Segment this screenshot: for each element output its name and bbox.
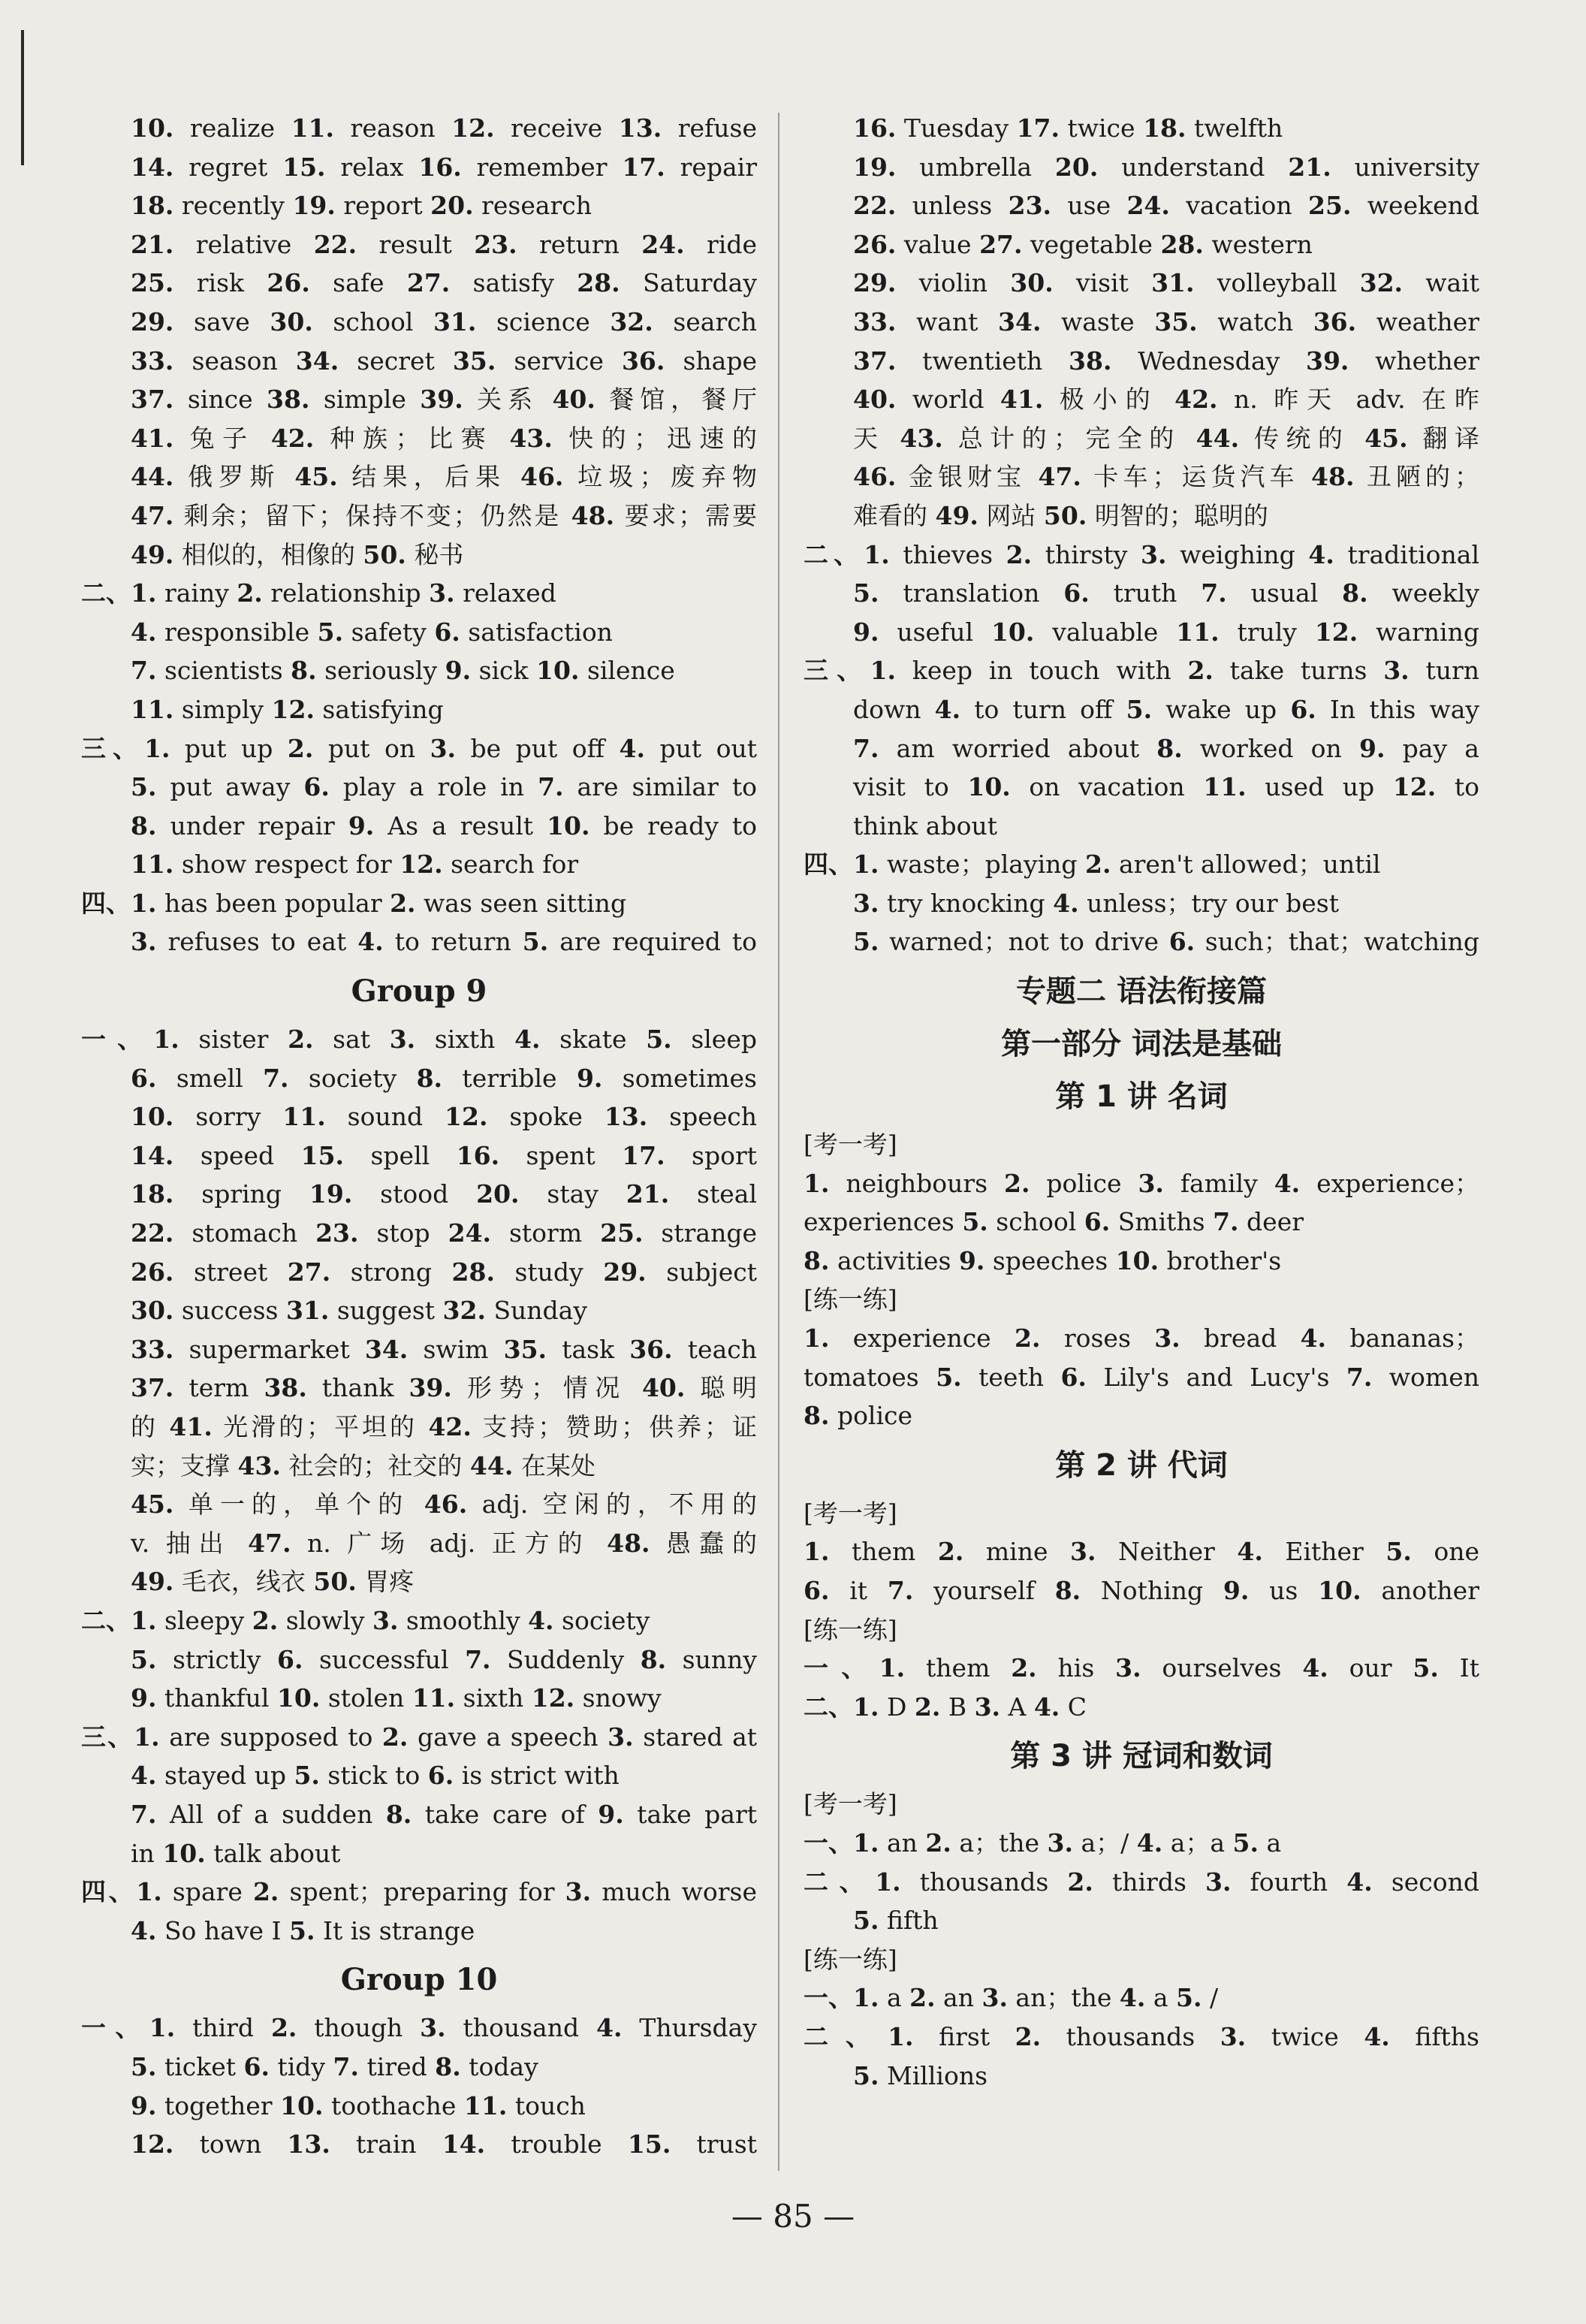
right-column	[804, 109, 1479, 2095]
answer-line: 四、1. waste；playing 2. aren't allowed；until	[804, 850, 1381, 880]
answer-line: 47. 剩余；留下；保持不变；仍然是 48. 要求；需要	[131, 500, 757, 530]
answer-line: 1. experience 2. roses 3. bread 4. bananas；	[804, 1323, 1479, 1354]
answer-line: 9. together 10. toothache 11. touch	[131, 2090, 586, 2120]
answer-line: 12. town 13. train 14. trouble 15. trust	[131, 2129, 757, 2160]
left-column	[81, 109, 757, 2164]
answer-line: 4. stayed up 5. stick to 6. is strict with	[131, 1761, 620, 1791]
margin-mark	[21, 30, 24, 165]
answer-line: 33. supermarket 34. swim 35. task 36. teach	[131, 1334, 757, 1364]
answer-line: 难看的 49. 网站 50. 明智的；聪明的	[853, 500, 1268, 530]
answer-line: 实；支撑 43. 社会的；社交的 44. 在某处	[131, 1450, 596, 1480]
answer-line: 3. refuses to eat 4. to return 5. are required to	[131, 927, 757, 957]
answer-line: 37. since 38. simple 39. 关系 40. 餐馆，餐厅	[131, 385, 757, 415]
answer-line: 5. ticket 6. tidy 7. tired 8. today	[131, 2051, 538, 2081]
answer-line: 22. stomach 23. stop 24. storm 25. strange	[131, 1218, 757, 1248]
answer-line: 三、1. are supposed to 2. gave a speech 3. stared at	[81, 1722, 757, 1752]
answer-line: [考一考]	[804, 1789, 897, 1819]
answer-line: 4. responsible 5. safety 6. satisfaction	[131, 617, 613, 647]
answer-line: 的 41. 光滑的；平坦的 42. 支持；赞助；供养；证	[131, 1412, 757, 1441]
answer-line: 18. spring 19. stood 20. stay 21. steal	[131, 1179, 757, 1209]
section-heading: 专题二 语法衔接篇	[1016, 974, 1267, 1010]
answer-line: 5. fifth	[853, 1906, 939, 1936]
answer-line: 4. So have I 5. It is strange	[131, 1915, 475, 1945]
answer-line: 3. try knocking 4. unless；try our best	[853, 888, 1339, 918]
answer-line: 四、1. has been popular 2. was seen sitting	[81, 888, 627, 918]
answer-line: experiences 5. school 6. Smiths 7. deer	[804, 1207, 1304, 1237]
answer-line: [练一练]	[804, 1284, 897, 1314]
answer-line: 29. violin 30. visit 31. volleyball 32. wait	[853, 268, 1479, 298]
answer-line: 7. All of a sudden 8. take care of 9. take part	[131, 1799, 757, 1829]
answer-line: 26. street 27. strong 28. study 29. subject	[131, 1257, 757, 1287]
answer-line: 5. Millions	[853, 2060, 988, 2090]
answer-line: 37. twentieth 38. Wednesday 39. whether	[853, 346, 1479, 376]
answer-line: 5. warned；not to drive 6. such；that；watching	[853, 927, 1479, 957]
answer-line: 8. police	[804, 1401, 913, 1431]
answer-line: 一、1. them 2. his 3. ourselves 4. our 5. It	[804, 1653, 1479, 1683]
answer-line: 14. speed 15. spell 16. spent 17. sport	[131, 1140, 757, 1170]
answer-line: 26. value 27. vegetable 28. western	[853, 229, 1313, 259]
answer-line: 49. 毛衣，线衣 50. 胃疼	[131, 1567, 415, 1597]
answer-line: 7. am worried about 8. worked on 9. pay a	[853, 733, 1479, 763]
answer-line: 9. useful 10. valuable 11. truly 12. warning	[853, 617, 1479, 647]
answer-line: 一、1. a 2. an 3. an；the 4. a 5. /	[804, 1983, 1219, 2013]
answer-line: 5. put away 6. play a role in 7. are similar to	[131, 772, 757, 802]
answer-line: tomatoes 5. teeth 6. Lily's and Lucy's 7. women	[804, 1362, 1479, 1392]
answer-line: 30. success 31. suggest 32. Sunday	[131, 1296, 587, 1326]
answer-line: down 4. to turn off 5. wake up 6. In this way	[853, 694, 1479, 724]
section-heading: 第一部分 词法是基础	[1001, 1027, 1282, 1062]
answer-line: 8. under repair 9. As a result 10. be ready to	[131, 810, 757, 841]
section-heading: Group 10	[340, 1962, 498, 1998]
answer-line: 10. sorry 11. sound 12. spoke 13. speech	[131, 1102, 757, 1132]
answer-line: 10. realize 11. reason 12. receive 13. refuse	[131, 113, 757, 143]
answer-line: 7. scientists 8. seriously 9. sick 10. silence	[131, 656, 675, 686]
answer-line: 22. unless 23. use 24. vacation 25. weekend	[853, 191, 1479, 221]
answer-line: 41. 兔子 42. 种族；比赛 43. 快的；迅速的	[131, 423, 757, 453]
answer-line: 9. thankful 10. stolen 11. sixth 12. snowy	[131, 1683, 662, 1713]
answer-line: 一、1. third 2. though 3. thousand 4. Thursday	[81, 2013, 757, 2043]
answer-line: 三、1. put up 2. put on 3. be put off 4. put out	[81, 733, 757, 763]
answer-line: 19. umbrella 20. understand 21. university	[853, 152, 1479, 182]
answer-line: 1. them 2. mine 3. Neither 4. Either 5. one	[804, 1537, 1479, 1567]
answer-line: 二、1. first 2. thousands 3. twice 4. fifths	[804, 2021, 1479, 2051]
section-heading: 第 2 讲 代词	[1055, 1447, 1228, 1483]
answer-line: 44. 俄罗斯 45. 结果，后果 46. 垃圾；废弃物	[131, 462, 757, 492]
answer-line: think about	[853, 810, 997, 841]
answer-line: 一、1. an 2. a；the 3. a；/ 4. a；a 5. a	[804, 1828, 1282, 1858]
answer-line: 四、1. spare 2. spent；preparing for 3. much worse	[81, 1877, 757, 1907]
answer-line: 6. it 7. yourself 8. Nothing 9. us 10. another	[804, 1576, 1479, 1605]
answer-line: 二、1. D 2. B 3. A 4. C	[804, 1692, 1087, 1722]
answer-line: [考一考]	[804, 1130, 897, 1160]
answer-line: 29. save 30. school 31. science 32. search	[131, 306, 757, 337]
answer-line: 5. translation 6. truth 7. usual 8. weekly	[853, 578, 1479, 608]
answer-line: 三、1. keep in touch with 2. take turns 3. turn	[804, 656, 1479, 686]
answer-line: 5. strictly 6. successful 7. Suddenly 8. sunny	[131, 1644, 757, 1674]
answer-line: 37. term 38. thank 39. 形势；情况 40. 聪明	[131, 1373, 757, 1403]
answer-line: 8. activities 9. speeches 10. brother's	[804, 1245, 1282, 1275]
answer-line: in 10. talk about	[131, 1838, 341, 1868]
answer-line: 25. risk 26. safe 27. satisfy 28. Saturday	[131, 268, 757, 298]
answer-line: 一、1. sister 2. sat 3. sixth 4. skate 5. sleep	[81, 1025, 757, 1055]
section-heading: Group 9	[351, 973, 487, 1010]
answer-line: 1. neighbours 2. police 3. family 4. experience；	[804, 1168, 1479, 1198]
answer-line: 14. regret 15. relax 16. remember 17. repair	[131, 152, 757, 182]
section-heading: 第 1 讲 名词	[1055, 1079, 1228, 1115]
answer-line: 18. recently 19. report 20. research	[131, 191, 592, 221]
page-number: — 85 —	[731, 2198, 855, 2235]
answer-line: 11. show respect for 12. search for	[131, 850, 579, 880]
answer-line: v. 抽出 47. n. 广场 adj. 正方的 48. 愚蠢的	[131, 1528, 757, 1558]
answer-line: [考一考]	[804, 1498, 897, 1528]
answer-line: 33. season 34. secret 35. service 36. shape	[131, 346, 757, 376]
answer-line: 二、1. thieves 2. thirsty 3. weighing 4. traditional	[804, 539, 1479, 569]
answer-line: 二、1. rainy 2. relationship 3. relaxed	[81, 578, 556, 608]
answer-line: 二、1. sleepy 2. slowly 3. smoothly 4. society	[81, 1605, 650, 1635]
answer-line: 45. 单一的，单个的 46. adj. 空闲的，不用的	[131, 1489, 757, 1520]
answer-line: 二、1. thousands 2. thirds 3. fourth 4. second	[804, 1867, 1479, 1897]
answer-line: 16. Tuesday 17. twice 18. twelfth	[853, 113, 1283, 143]
answer-line: 6. smell 7. society 8. terrible 9. sometimes	[131, 1063, 757, 1093]
answer-line: 40. world 41. 极小的 42. n. 昨天 adv. 在昨	[853, 385, 1479, 415]
section-heading: 第 3 讲 冠词和数词	[1010, 1739, 1273, 1774]
answer-line: 天 43. 总计的；完全的 44. 传统的 45. 翻译	[853, 423, 1479, 453]
answer-line: [练一练]	[804, 1944, 897, 1974]
column-divider	[778, 113, 779, 2171]
answer-line: 49. 相似的，相像的 50. 秘书	[131, 539, 464, 569]
answer-line: 11. simply 12. satisfying	[131, 694, 444, 724]
answer-line: [练一练]	[804, 1614, 897, 1644]
answer-line: 21. relative 22. result 23. return 24. ride	[131, 229, 757, 259]
answer-line: 33. want 34. waste 35. watch 36. weather	[853, 306, 1479, 337]
answer-line: visit to 10. on vacation 11. used up 12. to	[853, 772, 1479, 802]
answer-line: 46. 金银财宝 47. 卡车；运货汽车 48. 丑陋的；	[853, 462, 1479, 492]
